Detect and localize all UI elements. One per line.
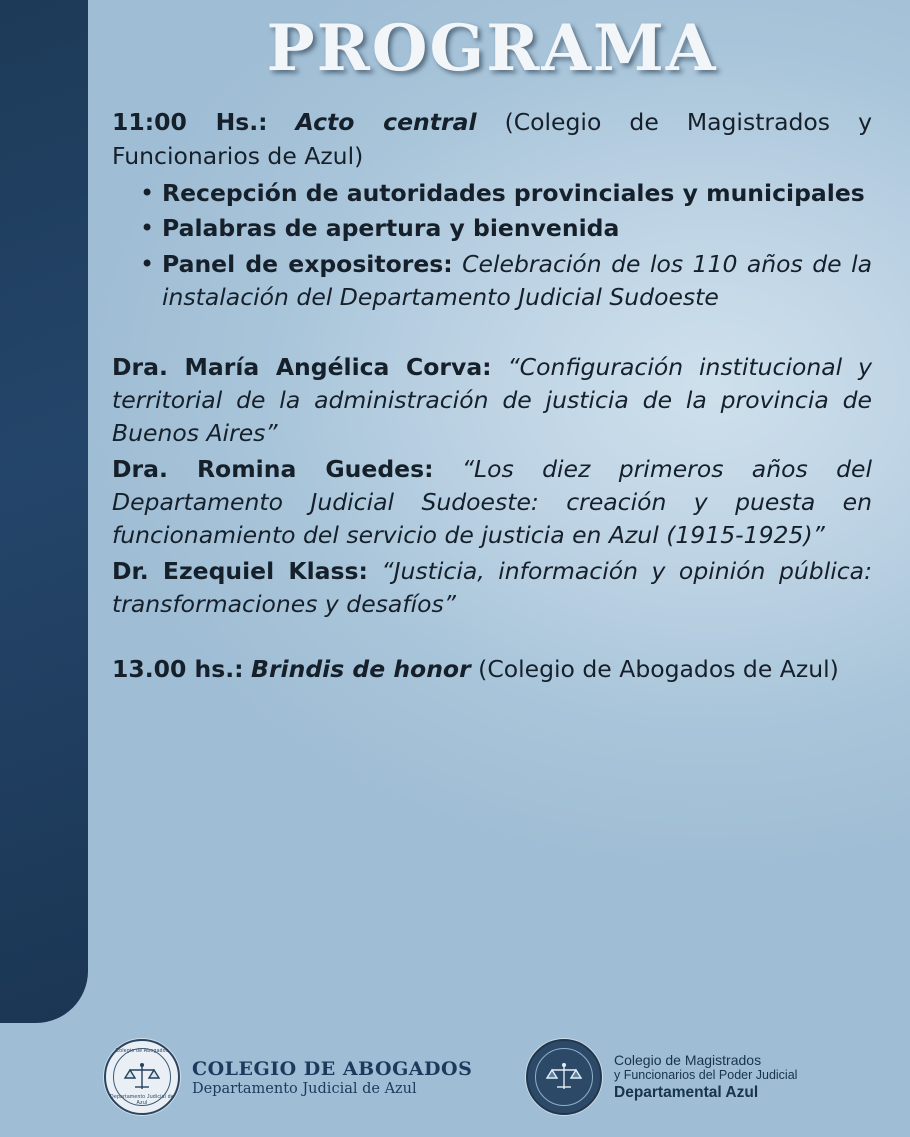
seal-bottom-text: Departamento Judicial de Azul	[110, 1094, 174, 1106]
logo-right-line1: Colegio de Magistrados	[614, 1051, 762, 1068]
bullet-bold-text: Panel de expositores:	[162, 249, 453, 278]
schedule-item-morning	[112, 106, 872, 173]
speaker-name: Dr. Ezequiel Klass:	[112, 556, 368, 585]
logo-colegio-magistrados	[526, 1039, 797, 1115]
speaker-entry-3	[112, 555, 872, 622]
bullet-bold-text: Palabras de apertura y bienvenida	[162, 214, 620, 243]
logo-right-text	[614, 1052, 797, 1102]
seal-top-text: Colegio de Abogados	[115, 1048, 169, 1054]
closing-detail: (Colegio de Abogados de Azul)	[478, 655, 839, 684]
schedule-bullet-list	[112, 177, 872, 314]
logo-left-line2: Departamento Judicial de Azul	[192, 1080, 417, 1097]
logo-right-line3: Departamental Azul	[614, 1084, 759, 1102]
schedule-time: 11:00 Hs.:	[112, 108, 268, 137]
speaker-talk-title: “Configuración institucional y territorial de la administración de justicia de la provincia de Buenos Aires”	[112, 352, 872, 448]
page-title: PROGRAMA	[266, 11, 718, 86]
logo-colegio-abogados	[104, 1039, 472, 1115]
speaker-talk-title: “Justicia, información y opinión pública: transformaciones y desafíos”	[112, 556, 872, 619]
schedule-headline: Acto central	[295, 108, 477, 137]
closing-headline: Brindis de honor	[251, 655, 471, 684]
bullet-bold-text: Recepción de autoridades provinciales y municipales	[162, 179, 865, 208]
list-item	[162, 248, 872, 315]
scales-icon	[544, 1057, 584, 1097]
speaker-entry-1	[112, 351, 872, 451]
spacer	[112, 317, 872, 351]
speaker-name: Dra. Romina Guedes:	[112, 454, 434, 483]
program-body	[112, 106, 872, 686]
logo-left-text	[192, 1058, 472, 1097]
speaker-name: Dra. María Angélica Corva:	[112, 352, 492, 381]
schedule-detail: (Colegio de Magistrados y Funcionarios de Azul)	[112, 108, 872, 170]
logo-right-line2: y Funcionarios del Poder Judicial	[614, 1067, 798, 1082]
left-accent-band	[0, 0, 88, 1023]
list-item	[162, 212, 872, 245]
magistrates-seal-icon	[526, 1039, 602, 1115]
schedule-item-closing	[112, 653, 872, 686]
speaker-entry-2	[112, 453, 872, 553]
scales-icon	[122, 1057, 162, 1097]
poster-content	[112, 0, 872, 1137]
bullet-italic-text: Celebración de los 110 años de la instalación del Departamento Judicial Sudoeste	[162, 249, 872, 312]
footer-logos	[0, 1025, 910, 1121]
speaker-talk-title: “Los diez primeros años del Departamento Judicial Sudoeste: creación y puesta en funcionamiento del servicio de justicia en Azul (1915-1925)”	[112, 454, 872, 550]
closing-time: 13.00 hs.:	[112, 655, 244, 684]
logo-left-line1: COLEGIO DE ABOGADOS	[192, 1057, 473, 1080]
spacer	[112, 623, 872, 653]
scales-of-justice-seal-icon	[104, 1039, 180, 1115]
list-item	[162, 177, 872, 210]
